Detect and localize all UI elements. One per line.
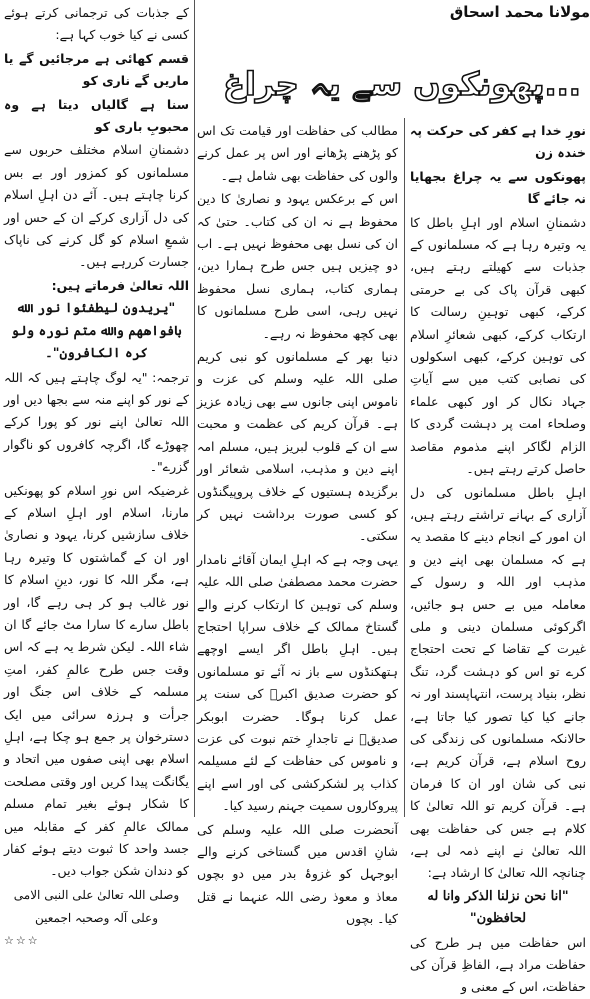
title-text: پھونکوں سے یہ چراغ... <box>223 65 581 103</box>
poem-line-2: سنا ہے گالیاں دیتا ہے وہ محبوبِ باری کو <box>4 96 189 135</box>
quran-verse: "یریدون لیطفئوا نور الله بافواههم والله متم نوره ولو کره الکافرون"۔ <box>11 301 182 362</box>
poem-line-1: قسم کھائی ہے مرجائیں گے یا ماریں گے ناری کو <box>4 50 189 89</box>
end-stars: ☆☆☆ <box>4 933 40 947</box>
column-right <box>406 118 590 995</box>
paragraph: آنحضرت صلی اللہ علیہ وسلم کی شانِ اقدس میں گستاخی کرنے والے ابوجہل کو غزوۂ بدر میں دو بچوں معاذ و معوذ رضی اللہ عنہما نے قتل کیا۔ بچوں <box>197 821 398 927</box>
opening-verse-line-2: پھونکوں سے یہ چراغ بجھایا نہ جائے گا <box>410 168 586 207</box>
closing-salutation-1: وصلی اللہ تعالیٰ علی النبی الامی <box>13 887 180 902</box>
translation: ترجمہ: "یہ لوگ چاہتے ہیں کہ اللہ کے نور کو اپنے منہ سے بجھا دیں اور اللہ تعالیٰ اپنے نور کو پورا کرکے چھوڑے گا، اگرچہ کافروں کو ناگوار گزرے"۔ <box>4 369 189 475</box>
paragraph: اس کے برعکس یہود و نصاریٰ کا دین محفوظ ہے نہ ان کی کتاب۔ حتیٰ کہ ان کی نسل بھی محفوظ نہیں ہے۔ اب دو چیزیں ہیں جس طرح ہمارا دین، ہماری کتاب، ہماری نسل محفوظ نہیں رہی، اسی طرح مسلمانوں کا بھی کچھ محفوظ نہ رہے۔ <box>196 191 398 341</box>
paragraph: کے جذبات کی ترجمانی کرتے ہوئے کسی نے کیا خوب کہا ہے: <box>4 5 189 43</box>
quran-verse: "انا نحن نزلنا الذکر وانا له لحافظون" <box>427 888 569 927</box>
paragraph: یہی وجہ ہے کہ اہلِ ایمان آقائے نامدار حضرت محمد مصطفیٰ صلی اللہ علیہ وسلم کی توہین کا ارتکاب کرنے والے گستاخ ممالک کے خلاف سراپا احتجاج ہیں۔ اہلِ باطل اگر ایسے اوچھے ہتھکنڈوں سے باز نہ آئے تو مسلمانوں کو حضرت صدیق اکبرؓ کی سنت پر عمل کرنا ہوگا۔ حضرت ابوبکر صدیقؓ نے تاجدارِ ختم نبوت کی عزت و ناموس کی حفاظت کے لئے مسیلمہ کذاب پر لشکرکشی کی اور اسے اپنے پیروکاروں سمیت جہنم رسید کیا۔ <box>197 551 398 814</box>
column-left <box>0 0 193 947</box>
paragraph: دنیا بھر کے مسلمانوں کو نبی کریم صلی اللہ علیہ وسلم کی عزت و ناموس اپنی جانوں سے بھی زیادہ عزیز ہے۔ قرآن کریم کی عظمت و محبت سے ان کے قلوب لبریز ہیں، مسلم امہ اپنے دین و مذہب، اسلامی شعائر اور برگزیدہ ہستیوں کے خلاف پروپیگنڈوں کو کسی صورت برداشت نہیں کر سکتی۔ <box>197 349 398 544</box>
paragraph: غرضیکہ اس نورِ اسلام کو پھونکیں مارنا، اسلام اور اہلِ اسلام کے خلاف سازشیں کرنا، یہود و نصاریٰ اور ان کے گماشتوں کا وتیرہ رہا ہے، مگر اللہ کا نور، دینِ اسلام کا نور غالب ہو کر ہی رہے گا، اور باطل سارے کا سارا مٹ جائے گا ان شاء اللہ۔ لیکن شرط یہ ہے کہ اس وقت جس طرح عالمِ کفر، امتِ مسلمہ کے خلاف اس جنگ اور جرأت و ہرزہ سرائی میں ایک دسترخوان پر جمع ہو چکا ہے، اہلِ اسلام بھی اپنی صفوں میں اتحاد و یگانگت پیدا کریں اور وقتی مصلحت کا شکار ہوئے بغیر تمام مسلم ممالک عالمِ کفر کے مقابلہ میں جسد واحد کا ثبوت دیتے ہوئے کفار کو دندان شکن جواب دیں۔ <box>4 482 189 879</box>
article-title <box>214 55 590 110</box>
author-name: مولانا محمد اسحاق <box>449 3 590 21</box>
closing-salutation-2: وعلی آلہ وصحبہ اجمعین <box>34 910 158 925</box>
title-banner <box>214 55 590 110</box>
paragraph: اس حفاظت میں ہر طرح کی حفاظت مراد ہے، الفاظِ قرآن کی حفاظت، اس کے معنی و <box>410 934 586 995</box>
paragraph: مطالب کی حفاظت اور قیامت تک اس کو پڑھنے پڑھانے اور اس پر عمل کرنے والوں کی حفاظت بھی شامل ہے۔ <box>197 123 398 183</box>
paragraph: دشمنانِ اسلام اور اہلِ باطل کا یہ وتیرہ رہا ہے کہ مسلمانوں کے جذبات سے کھیلتے رہتے ہیں، کبھی قرآن پاک کی بے حرمتی کرکے، کبھی توہینِ رسالت کا ارتکاب کرکے، کبھی شعائرِ اسلام کی توہین کرکے، کبھی اسکولوں کی نصابی کتب میں سے آیاتِ جہاد نکال کر اور کبھی علماء وصلحاء امت پر دہشت گردی کا الزام لگاکر اپنے مذموم مقاصد حاصل کرتے رہتے ہیں۔ <box>410 214 586 477</box>
paragraph: اہلِ باطل مسلمانوں کی دل آزاری کے بہانے تراشتے رہتے ہیں، ان امور کے انجام دینے کا مقصد یہ ہے کہ مسلمان بھی اپنے دین و مذہب اور اللہ و رسول کے معاملہ میں بے حس ہو جائیں، اگرکوئی مسلمان دینی و ملی غیرت کے تقاضا کے تحت احتجاج کرے تو اس کو دہشت گرد، تنگ نظر، بنیاد پرست، انتہاپسند اور نہ جانے کیا کیا تصور کیا جاتا ہے، حالانکہ مسلمانوں کی زندگی کی روح اسلام ہے، قرآن کریم ہے، نبی کی شان اور ان کا فرمان ہے۔ قرآن کریم تو اللہ تعالیٰ کا کلام ہے جس کی حفاظت بھی اللہ تعالیٰ نے اپنے ذمہ لی ہے، چنانچہ اللہ تعالیٰ کا ارشاد ہے: <box>410 484 586 881</box>
opening-verse-line-1: نورِ خدا ہے کفر کی حرکت پہ خندہ زن <box>410 123 586 161</box>
column-middle <box>193 118 402 927</box>
paragraph: دشمنانِ اسلام مختلف حربوں سے مسلمانوں کو کمزور اور بے بس کرنا چاہتے ہیں۔ آئے دن اہلِ اسلام کی دل آزاری کرکے ان کے حس اور شمعِ اسلام کو گل کرنے کی ناپاک جسارت کررہے ہیں۔ <box>4 142 189 270</box>
column-divider-right <box>404 118 405 817</box>
quote-intro: اللہ تعالیٰ فرماتے ہیں: <box>51 277 189 293</box>
